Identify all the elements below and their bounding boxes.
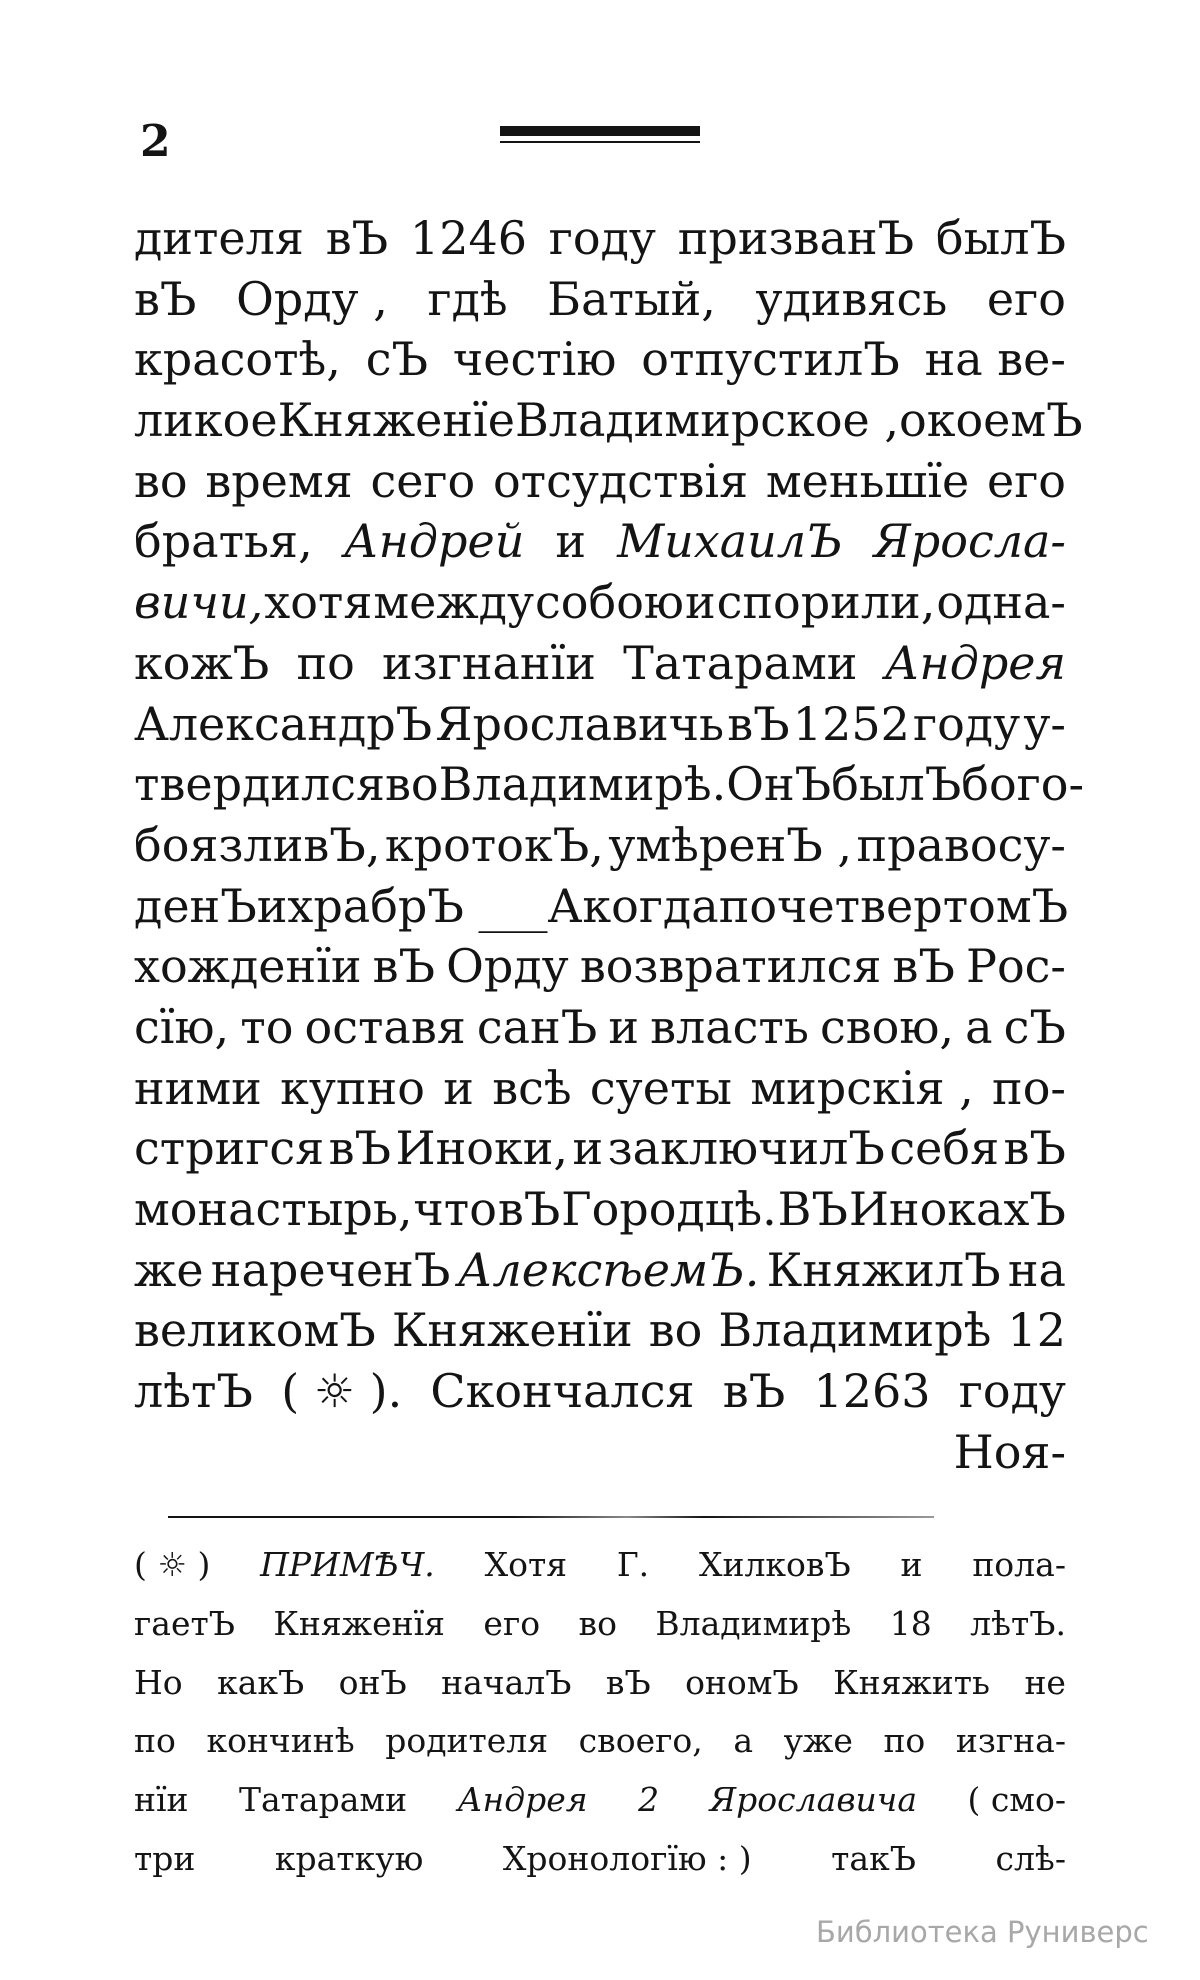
word: началЪ <box>441 1662 572 1702</box>
catchword-line <box>134 1422 1066 1483</box>
word: Хотя <box>484 1545 568 1584</box>
text-line <box>134 997 1066 1058</box>
word: по <box>296 635 355 690</box>
page-number: 2 <box>140 116 171 167</box>
word: Княжить <box>833 1662 991 1702</box>
word: ономЪ <box>685 1662 799 1702</box>
word: ( ☼ ). <box>281 1364 403 1419</box>
word: возвратился <box>579 939 882 994</box>
word: и <box>555 514 587 569</box>
word: стригся <box>134 1121 325 1176</box>
word: ИнокахЪ <box>848 1182 1066 1236</box>
word: гаетЪ <box>134 1603 235 1643</box>
word: А <box>547 878 583 933</box>
word: твердился <box>134 757 386 812</box>
word: денЪ <box>134 878 257 933</box>
word: у- <box>1023 696 1066 751</box>
word: Андрей <box>343 514 525 569</box>
word: во <box>134 453 188 508</box>
word: краткую <box>274 1838 424 1878</box>
text-line <box>134 694 1066 755</box>
word: кончинѣ <box>206 1721 355 1761</box>
word: слѣ- <box>995 1838 1066 1878</box>
word: санЪ <box>476 999 598 1054</box>
text-line <box>134 1712 1066 1771</box>
word: во <box>385 757 439 812</box>
word: оставя <box>304 999 466 1054</box>
word: о <box>898 393 927 448</box>
word: вЪ <box>1003 1121 1066 1176</box>
word: между <box>373 575 535 630</box>
text-line <box>134 1179 1066 1240</box>
word: сЪ <box>1003 999 1066 1054</box>
word: кожЪ <box>134 635 270 690</box>
word: году <box>913 696 1021 751</box>
word: АлександрЪ <box>134 696 433 751</box>
word: Г. <box>616 1545 650 1584</box>
word: себя <box>889 1121 1000 1176</box>
word: правосу- <box>856 817 1066 872</box>
text-line <box>134 936 1066 997</box>
word: хотя <box>264 575 373 630</box>
text-line <box>134 1058 1066 1119</box>
word: Владимирѣ. <box>438 757 727 812</box>
word: 12 <box>1007 1303 1066 1358</box>
word: и <box>900 1545 923 1584</box>
text-line <box>134 208 1066 269</box>
footnote <box>134 1536 1066 1889</box>
word: изгна- <box>955 1721 1066 1761</box>
word: лѣтЪ <box>134 1364 253 1419</box>
word: Орду , <box>236 271 388 326</box>
word: что <box>413 1182 497 1236</box>
text-line <box>134 1361 1066 1422</box>
word: вЪ <box>328 1121 392 1176</box>
word: и <box>443 1060 474 1115</box>
word: время <box>205 453 353 508</box>
word: по <box>883 1721 926 1761</box>
word: 1246 <box>409 211 527 265</box>
word: вЪ <box>605 1662 651 1702</box>
word: и <box>256 878 288 933</box>
word: и <box>572 1121 604 1176</box>
word: ХилковЪ <box>698 1545 851 1584</box>
word: призванЪ <box>677 211 915 265</box>
word: и <box>684 575 716 630</box>
word: Городцѣ. <box>561 1182 777 1236</box>
word: Иноки, <box>395 1121 569 1176</box>
word: лѣтЪ. <box>970 1603 1066 1643</box>
word: ними <box>134 1060 262 1115</box>
word: хожденїи <box>134 939 362 994</box>
word: не <box>1024 1662 1066 1702</box>
word: своего, <box>578 1721 703 1761</box>
word: Княженїе <box>277 393 515 448</box>
text-line <box>134 390 1083 451</box>
word: три <box>134 1838 196 1878</box>
text-line <box>134 815 1066 876</box>
text-line <box>134 876 1069 937</box>
word: сїю, <box>134 999 230 1054</box>
text-line <box>134 1536 1066 1595</box>
word: МихаилЪ <box>617 514 843 569</box>
word: Андрея <box>457 1780 588 1820</box>
word: вЪ <box>134 271 197 326</box>
word: меньшїе <box>765 453 970 508</box>
word: на <box>1007 1242 1066 1297</box>
word: вЪ <box>892 939 955 994</box>
word: вЪ <box>325 211 389 265</box>
word: мирскія , <box>750 1060 974 1115</box>
word: во <box>578 1603 617 1643</box>
word: Татарами <box>238 1780 408 1820</box>
word: боязливЪ, <box>134 817 381 872</box>
word: одна- <box>936 575 1066 630</box>
word: удивясь <box>755 271 948 326</box>
word: Владимирѣ <box>718 1303 992 1358</box>
word: ВЪ <box>777 1182 848 1236</box>
word: Рос- <box>966 939 1066 994</box>
word: ликое <box>134 393 278 448</box>
text-line <box>134 1595 1066 1654</box>
text-line <box>134 572 1066 633</box>
word: и <box>608 999 639 1054</box>
main-text <box>134 208 1085 1482</box>
text-line <box>134 1830 1066 1889</box>
word: 1263 <box>813 1364 931 1419</box>
text-line <box>134 633 1066 694</box>
word: храбрЪ ___ <box>287 878 548 933</box>
word: сЪ <box>365 332 429 387</box>
word: Княженїи <box>391 1303 633 1358</box>
word: КняжилЪ <box>766 1242 1001 1297</box>
word: Но <box>134 1662 183 1702</box>
word: Ярославича <box>709 1780 918 1820</box>
header-rule-thin <box>500 141 700 143</box>
word: отпустилЪ <box>641 332 900 387</box>
word: такЪ <box>831 1838 916 1878</box>
text-line <box>134 1771 1066 1830</box>
word: его <box>986 271 1066 326</box>
word: суеты <box>589 1060 733 1115</box>
word: кротокЪ, <box>384 817 604 872</box>
word: по- <box>992 1060 1066 1115</box>
word: Ярославичь <box>435 696 725 751</box>
word: вЪ <box>372 939 436 994</box>
word: АлексѣемЪ. <box>457 1242 760 1297</box>
word: свою, <box>820 999 955 1054</box>
word: вЪ <box>727 696 790 751</box>
text-line <box>134 511 1066 572</box>
text-line <box>134 329 1066 390</box>
text-line <box>134 1240 1066 1301</box>
text-line <box>134 269 1066 330</box>
word: честію <box>452 332 617 387</box>
word: четвертомЪ <box>777 878 1069 933</box>
word: Хронологїю : ) <box>502 1838 752 1878</box>
word: когда <box>582 878 719 933</box>
word: Андрея <box>884 635 1066 690</box>
word: отсудствія <box>492 453 749 508</box>
word: пола- <box>972 1545 1066 1584</box>
footnote-rule <box>168 1516 934 1518</box>
word: онЪ <box>338 1662 407 1702</box>
word: по <box>134 1721 176 1761</box>
text-line <box>134 1300 1066 1361</box>
word: вичи, <box>134 575 264 630</box>
word: Владимирѣ <box>655 1603 852 1643</box>
word: бого- <box>961 757 1085 812</box>
word: а <box>965 999 993 1054</box>
word: изгнанїи <box>381 635 596 690</box>
word: монастырь, <box>134 1182 413 1236</box>
word: ( смо- <box>967 1780 1066 1820</box>
word: Татарами <box>623 635 858 690</box>
word: Владимирское , <box>514 393 899 448</box>
header-rule <box>500 126 700 143</box>
word: былЪ <box>831 757 962 812</box>
word: Яросла- <box>873 514 1066 569</box>
word: то <box>240 999 294 1054</box>
word: собою <box>535 575 684 630</box>
word: Скончался <box>430 1364 695 1419</box>
word: коемЪ <box>926 393 1083 448</box>
word: 1252 <box>792 696 910 751</box>
word: братья, <box>134 514 313 569</box>
text-line <box>134 754 1085 815</box>
word: нїи <box>134 1780 189 1820</box>
word: по <box>718 878 778 933</box>
word: ( ☼ ) <box>134 1545 211 1584</box>
word: купно <box>280 1060 425 1115</box>
word: его <box>483 1603 541 1643</box>
word: вЪ <box>497 1182 561 1236</box>
word: уже <box>783 1721 853 1761</box>
word: году <box>548 211 656 265</box>
word: во <box>648 1303 703 1358</box>
word: вЪ <box>722 1364 786 1419</box>
text-line <box>134 1118 1066 1179</box>
word: красотѣ, <box>134 332 341 387</box>
word: нареченЪ <box>210 1242 451 1297</box>
watermark: Библиотека Руниверс <box>816 1915 1149 1949</box>
word: сего <box>370 453 476 508</box>
word: а <box>733 1721 753 1761</box>
word: 18 <box>889 1603 932 1643</box>
word: какЪ <box>217 1662 305 1702</box>
word: власть <box>650 999 809 1054</box>
word: Орду <box>446 939 569 994</box>
word: году <box>958 1364 1066 1419</box>
text-line <box>134 1654 1066 1713</box>
word: спорили, <box>716 575 936 630</box>
word: его <box>986 453 1066 508</box>
text-line <box>134 451 1066 512</box>
word: Батый, <box>547 271 716 326</box>
header-rule-thick <box>500 126 700 136</box>
word: 2 <box>638 1780 660 1820</box>
word: гдѣ <box>427 271 508 326</box>
catchword: Ноя- <box>953 1424 1066 1479</box>
word: Княженїя <box>273 1603 445 1643</box>
word: всѣ <box>492 1060 572 1115</box>
word: великомЪ <box>134 1303 376 1358</box>
word: заключилЪ <box>607 1121 885 1176</box>
word: ПРИМѢЧ. <box>260 1545 435 1584</box>
word: же <box>134 1242 204 1297</box>
word: ОнЪ <box>726 757 832 812</box>
word: умѣренЪ , <box>608 817 853 872</box>
word: родителя <box>385 1721 549 1761</box>
word: былЪ <box>935 211 1066 265</box>
word: дителя <box>134 211 304 265</box>
word: на ве- <box>924 332 1066 387</box>
